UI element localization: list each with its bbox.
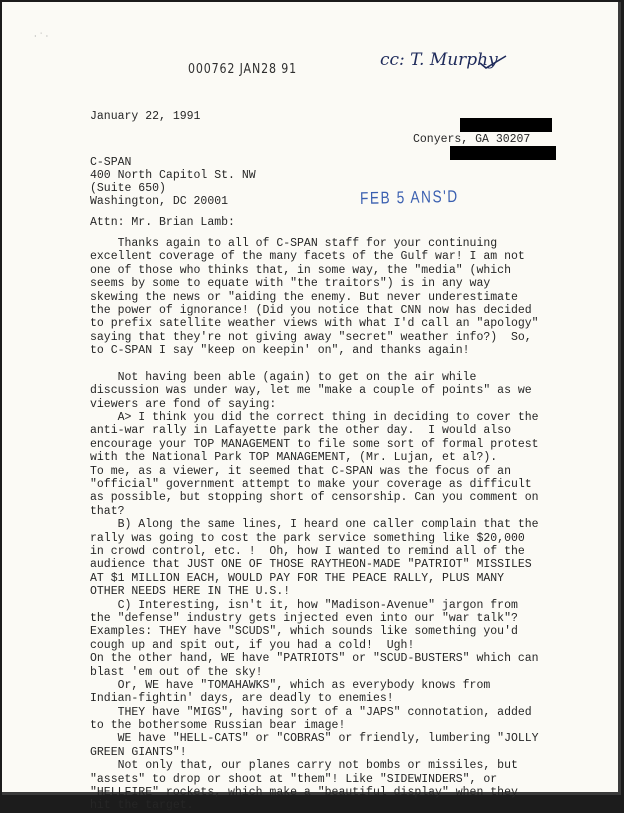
received-date-stamp: FEB 5 ANS'D [359, 186, 459, 208]
address-line: Washington, DC 20001 [90, 195, 229, 208]
body-line: to prefix satellite weather views with what I'd call an "apology" [90, 317, 539, 331]
redaction-bar [460, 118, 552, 132]
body-line: in crowd control, etc. ! Oh, how I wanted to remind all of the [90, 544, 525, 558]
body-line: to the bothersome Russian bear image! [90, 719, 346, 733]
body-line: THEY have "MIGS", having sort of a "JAPS" connotation, added [90, 705, 532, 719]
body-line [90, 358, 539, 371]
body-line: Indian-fightin' days, are deadly to enemies! [90, 692, 394, 706]
body-line: skewing the news or "aiding the enemy. But never underestimate [90, 290, 518, 304]
body-line: On the other hand, WE have "PATRIOTS" or "SCUD-BUSTERS" which can [90, 652, 539, 666]
body-line: with the National Park TOP MANAGEMENT, (Mr. Lujan, et al?). [90, 451, 498, 465]
body-line: encourage your TOP MANAGEMENT to file some sort of formal protest [90, 437, 539, 451]
body-line: Not only that, our planes carry not bombs or missiles, but [90, 759, 518, 773]
address-line: C-SPAN [90, 156, 132, 169]
letter-page [2, 2, 621, 813]
body-line: audience that JUST ONE OF THOSE RAYTHEON-MADE "PATRIOT" MISSILES [90, 558, 532, 572]
body-line: blast 'em out of the sky! [90, 665, 263, 679]
body-line: Or, WE have "TOMAHAWKS", which as everybody knows from [90, 678, 491, 692]
body-line: Examples: THEY have "SCUDS", which sounds like something you'd [90, 625, 518, 639]
body-line: the power of ignorance! (Did you notice that CNN now has decided [90, 303, 532, 317]
file-number-stamp: 000762 JAN28 91 [188, 62, 297, 77]
body-line: AT $1 MILLION EACH, WOULD PAY FOR THE PEACE RALLY, PLUS MANY [90, 571, 505, 585]
body-line: "assets" to drop or shoot at "them"! Like "SIDEWINDERS", or [90, 772, 498, 786]
body-line: C) Interesting, isn't it, how "Madison-Avenue" jargon from [90, 598, 518, 612]
redaction-bar [450, 146, 556, 160]
body-line: A> I think you did the correct thing in deciding to cover the [90, 411, 539, 425]
attention-line: Attn: Mr. Brian Lamb: [90, 216, 235, 229]
body-line: cough up and spit out, if you had a cold! Ugh! [90, 638, 415, 652]
body-line: Thanks again to all of C-SPAN staff for your continuing [90, 237, 498, 250]
body-line: rally was going to cost the park service something like $20,000 [90, 531, 525, 545]
body-line: GREEN GIANTS"! [90, 745, 187, 759]
body-line: that? [90, 504, 125, 518]
cc-handwritten-note: cc: T. Murphy [380, 50, 498, 70]
body-line: B) Along the same lines, I heard one caller complain that the [90, 518, 539, 532]
body-line: saying that they're not giving away "secret" weather info?) So, [90, 330, 532, 344]
body-line: hit the target. [90, 799, 194, 813]
body-line: as possible, but stopping short of censorship. Can you comment on [90, 491, 539, 505]
body-line: To me, as a viewer, it seemed that C-SPAN was the focus of an [90, 464, 511, 478]
body-line: excellent coverage of the many facets of the Gulf war! I am not [90, 250, 525, 264]
sender-location: Conyers, GA 30207 [413, 133, 531, 146]
body-line: OTHER NEEDS HERE IN THE U.S.! [90, 585, 291, 599]
body-line: discussion was under way, let me "make a couple of points" as we [90, 384, 532, 398]
address-line: 400 North Capitol St. NW [90, 169, 256, 182]
body-line: "HELLFIRE" rockets, which make a "beautiful display" when they [90, 786, 518, 800]
address-line: (Suite 650) [90, 182, 166, 195]
scan-speck: · ˙ · [34, 32, 49, 41]
letter-body [90, 237, 539, 813]
body-line: one of those who thinks that, in some way, the "media" (which [90, 263, 511, 277]
body-line: anti-war rally in Lafayette park the other day. I would also [90, 424, 511, 438]
body-line: Not having been able (again) to get on the air while [90, 370, 477, 384]
letter-date: January 22, 1991 [90, 110, 201, 123]
body-line: seems by some to equate with "the traitors") is in any way [90, 277, 491, 291]
body-line: "official" government attempt to make your coverage as difficult [90, 478, 532, 492]
body-line: WE have "HELL-CATS" or "COBRAS" or friendly, lumbering "JOLLY [90, 732, 539, 746]
body-line: the "defense" industry gets injected even into our "war talk"? [90, 611, 518, 625]
body-line: viewers are fond of saying: [90, 397, 277, 411]
body-line: to C-SPAN I say "keep on keepin' on", and thanks again! [90, 344, 470, 358]
checkmark-icon [478, 54, 508, 70]
